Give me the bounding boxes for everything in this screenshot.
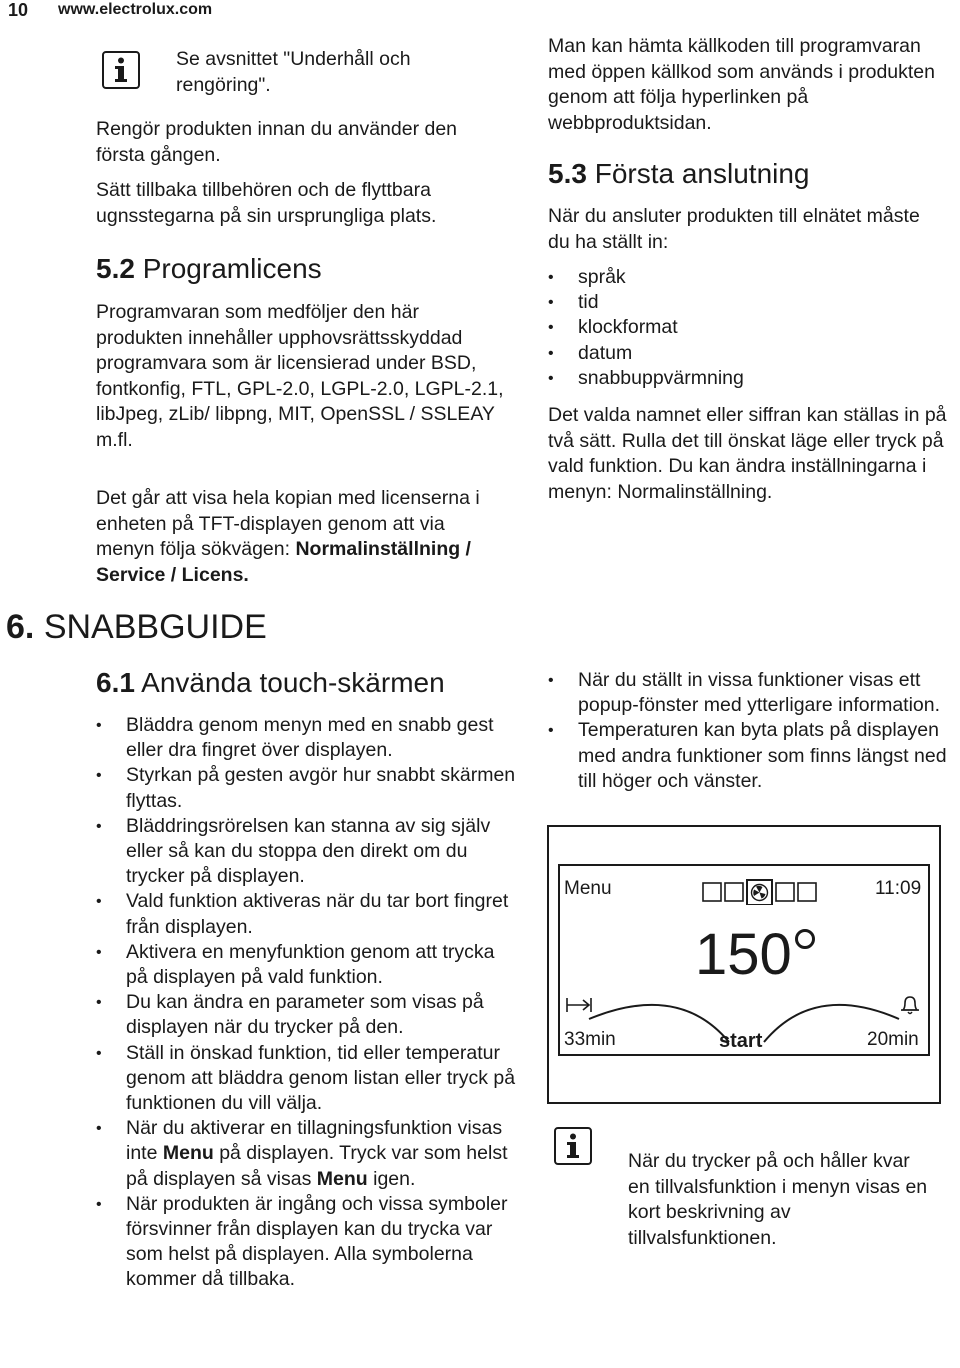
list-item: • datum	[548, 341, 938, 366]
display-clock: 11:09	[875, 878, 922, 899]
section-5-3-paragraph-2: Det valda namnet eller siffran kan ställas in på två sätt. Rulla det till önskat läge eller tryck på vald funktion. Du kan ändra inställningarna i menyn: Normalinställning.	[548, 404, 947, 503]
list-item: • Bläddra genom menyn med en snabb gest eller dra fingret över displayen.	[96, 713, 516, 763]
list-item: • Vald funktion aktiveras när du tar bort fingret från displayen.	[96, 889, 516, 939]
display-start-label: start	[719, 1030, 763, 1052]
fan-icon	[747, 880, 772, 905]
section-6-heading: 6. SNABBGUIDE	[6, 608, 267, 646]
display-left-time: 33min	[564, 1029, 616, 1050]
touch-screen-list	[96, 713, 516, 1293]
paragraph-clean-before-use: Rengör produkten innan du använder den första gången.	[96, 118, 458, 166]
list-item: • Ställ in önskad funktion, tid eller temperatur genom att bläddra genom listan eller tryck på funktionen du vill välja.	[96, 1041, 516, 1117]
first-connection-list	[548, 265, 938, 391]
info-icon	[102, 51, 140, 89]
list-item: • När du aktiverar en tillagningsfunktion visas inte Menu på displayen. Tryck var som helst på displayen så visas Menu igen.	[96, 1116, 516, 1192]
list-item: • När produkten är ingång och vissa symboler försvinner från displayen kan du trycka var som helst på displayen. Alla symbolerna kommer då tillbaka.	[96, 1192, 516, 1293]
list-item: • Bläddringsrörelsen kan stanna av sig själv eller så kan du stoppa den direkt om du trycker på displayen.	[96, 814, 516, 890]
list-item: • språk	[548, 265, 938, 290]
header-url: www.electrolux.com	[58, 1, 213, 18]
list-item: • När du ställt in vissa funktioner visas ett popup-fönster med ytterligare information.	[548, 668, 958, 718]
section-5-2-paragraph-2: Det går att visa hela kopian med licenserna i enheten på TFT-displayen genom att via menyn följa sökvägen: Normalinställning / Service / Licens.	[96, 487, 480, 586]
display-notes-list	[548, 668, 958, 794]
list-item: • Aktivera en menyfunktion genom att trycka på displayen på vald funktion.	[96, 940, 516, 990]
info-icon	[554, 1127, 592, 1165]
section-5-3-intro: När du ansluter produkten till elnätet måste du ha ställt in:	[548, 205, 920, 253]
oven-display-illustration	[547, 825, 941, 1104]
display-menu-label: Menu	[564, 878, 612, 899]
display-right-time: 20min	[867, 1029, 919, 1050]
paragraph-source-code: Man kan hämta källkoden till programvaran med öppen källkod som används i produkten genom att följa hyperlinken på webbproduktsidan.	[548, 35, 935, 134]
info-note-option-description: När du trycker på och håller kvar en tillvalsfunktion i menyn visas en kort beskrivning av tillvalsfunktionen.	[628, 1150, 928, 1249]
section-5-2-paragraph-1: Programvaran som medföljer den här produkten innehåller upphovsrättsskyddad programvara som är licensierad under BSD, fontkonfig, FTL, GPL-2.0, LGPL-2.0, LGPL-2.1, libJpeg, zLib/ libpng, MIT, OpenSSL / SSLEAY m.fl.	[96, 301, 504, 451]
list-item: • klockformat	[548, 315, 938, 340]
display-temperature: 150	[695, 922, 792, 987]
list-item: • tid	[548, 290, 938, 315]
degree-symbol	[795, 929, 815, 949]
info-note-maintenance: Se avsnittet "Underhåll och rengöring".	[176, 48, 411, 96]
section-5-2-heading: 5.2 Programlicens	[96, 253, 322, 284]
list-item: • Du kan ändra en parameter som visas på displayen när du trycker på den.	[96, 990, 516, 1040]
list-item: • Temperaturen kan byta plats på displayen med andra funktioner som finns längst ned till höger och vänster.	[548, 718, 958, 794]
paragraph-reinsert-accessories: Sätt tillbaka tillbehören och de flyttbara ugnsstegarna på sin ursprungliga plats.	[96, 179, 437, 227]
section-6-1-heading: 6.1 Använda touch-skärmen	[96, 667, 445, 698]
list-item: • snabbuppvärmning	[548, 366, 938, 391]
list-item: • Styrkan på gesten avgör hur snabbt skärmen flyttas.	[96, 763, 516, 813]
bell-icon	[899, 993, 921, 1022]
page-number: 10	[8, 0, 29, 20]
section-5-3-heading: 5.3 Första anslutning	[548, 158, 810, 189]
duration-icon	[565, 995, 593, 1020]
